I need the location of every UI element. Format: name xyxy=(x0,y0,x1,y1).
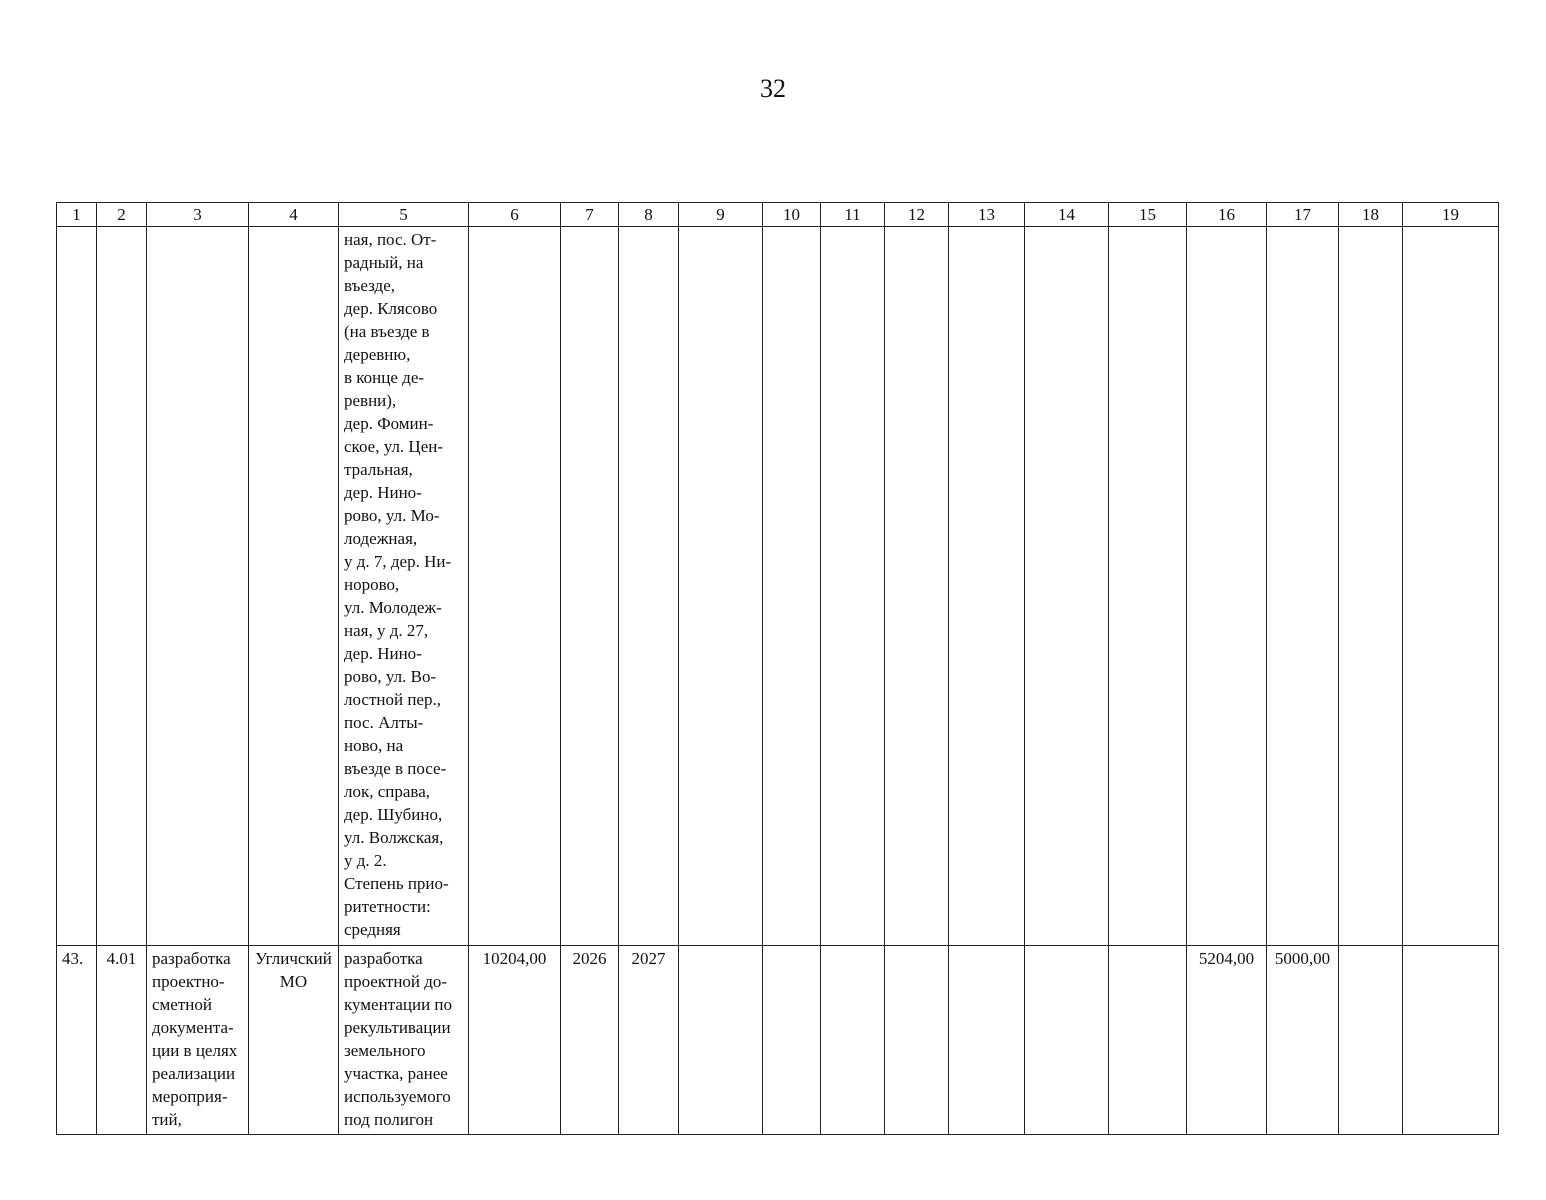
table-cell xyxy=(561,227,619,946)
table-cell xyxy=(1403,227,1499,946)
column-number: 17 xyxy=(1267,203,1339,227)
column-number: 12 xyxy=(885,203,949,227)
location-description-cell: ная, пос. От- радный, на въезде, дер. Клясово (на въезде в деревню, в конце де- ревни), дер. Фомин- ское, ул. Цен- тральная, дер. Нино- рово, ул. Мо- лодежная, у д. 7, дер. Ни- норово, ул. Молодеж- ная, у д. 27, дер. Нино- рово, ул. Во- лостной пер., пос. Алты- ново, на въезде в посе- лок, справа, дер. Шубино, ул. Волжская, у д. 2. Степень прио- ритетности: средняя xyxy=(339,227,469,946)
table-cell xyxy=(1025,227,1109,946)
table-row-continuation xyxy=(57,227,1499,946)
table-cell xyxy=(763,227,821,946)
table-cell xyxy=(1025,946,1109,1135)
column-number: 6 xyxy=(469,203,561,227)
page-number: 32 xyxy=(760,74,786,103)
table-cell xyxy=(249,227,339,946)
municipality-cell: Угличский МО xyxy=(249,946,339,1135)
table-cell xyxy=(1109,946,1187,1135)
table-cell xyxy=(763,946,821,1135)
code-cell: 4.01 xyxy=(97,946,147,1135)
table-cell xyxy=(949,946,1025,1135)
table-cell xyxy=(1339,946,1403,1135)
table-cell xyxy=(147,227,249,946)
table-cell xyxy=(679,946,763,1135)
column-number: 10 xyxy=(763,203,821,227)
column-number: 11 xyxy=(821,203,885,227)
table-cell xyxy=(1267,227,1339,946)
column-number: 1 xyxy=(57,203,97,227)
table-cell xyxy=(679,227,763,946)
row-number-cell: 43. xyxy=(57,946,97,1135)
column-number: 14 xyxy=(1025,203,1109,227)
description-cell: разработка проектной до- кументации по рекультивации земельного участка, ранее используемого под полигон xyxy=(339,946,469,1135)
column-number: 19 xyxy=(1403,203,1499,227)
column-number: 4 xyxy=(249,203,339,227)
column-number: 7 xyxy=(561,203,619,227)
column-number: 9 xyxy=(679,203,763,227)
column-number: 8 xyxy=(619,203,679,227)
column-number: 3 xyxy=(147,203,249,227)
table-cell xyxy=(885,946,949,1135)
start-year-cell: 2026 xyxy=(561,946,619,1135)
table-cell xyxy=(619,227,679,946)
table-cell xyxy=(1187,227,1267,946)
column-number: 16 xyxy=(1187,203,1267,227)
table-cell xyxy=(1339,227,1403,946)
table-cell xyxy=(469,227,561,946)
column-number: 13 xyxy=(949,203,1025,227)
amount-cell: 5000,00 xyxy=(1267,946,1339,1135)
table-cell xyxy=(57,227,97,946)
table-cell xyxy=(885,227,949,946)
data-table xyxy=(56,202,1499,1135)
column-number: 15 xyxy=(1109,203,1187,227)
table-cell xyxy=(1403,946,1499,1135)
table-row xyxy=(57,946,1499,1135)
measure-name-cell: разработка проектно- сметной документа- ции в целях реализации мероприя- тий, xyxy=(147,946,249,1135)
column-number: 18 xyxy=(1339,203,1403,227)
table-cell xyxy=(821,946,885,1135)
total-amount-cell: 10204,00 xyxy=(469,946,561,1135)
column-number-row xyxy=(57,203,1499,227)
table-cell xyxy=(1109,227,1187,946)
table-cell xyxy=(821,227,885,946)
column-number: 2 xyxy=(97,203,147,227)
column-number: 5 xyxy=(339,203,469,227)
amount-cell: 5204,00 xyxy=(1187,946,1267,1135)
table-cell xyxy=(949,227,1025,946)
end-year-cell: 2027 xyxy=(619,946,679,1135)
table-cell xyxy=(97,227,147,946)
